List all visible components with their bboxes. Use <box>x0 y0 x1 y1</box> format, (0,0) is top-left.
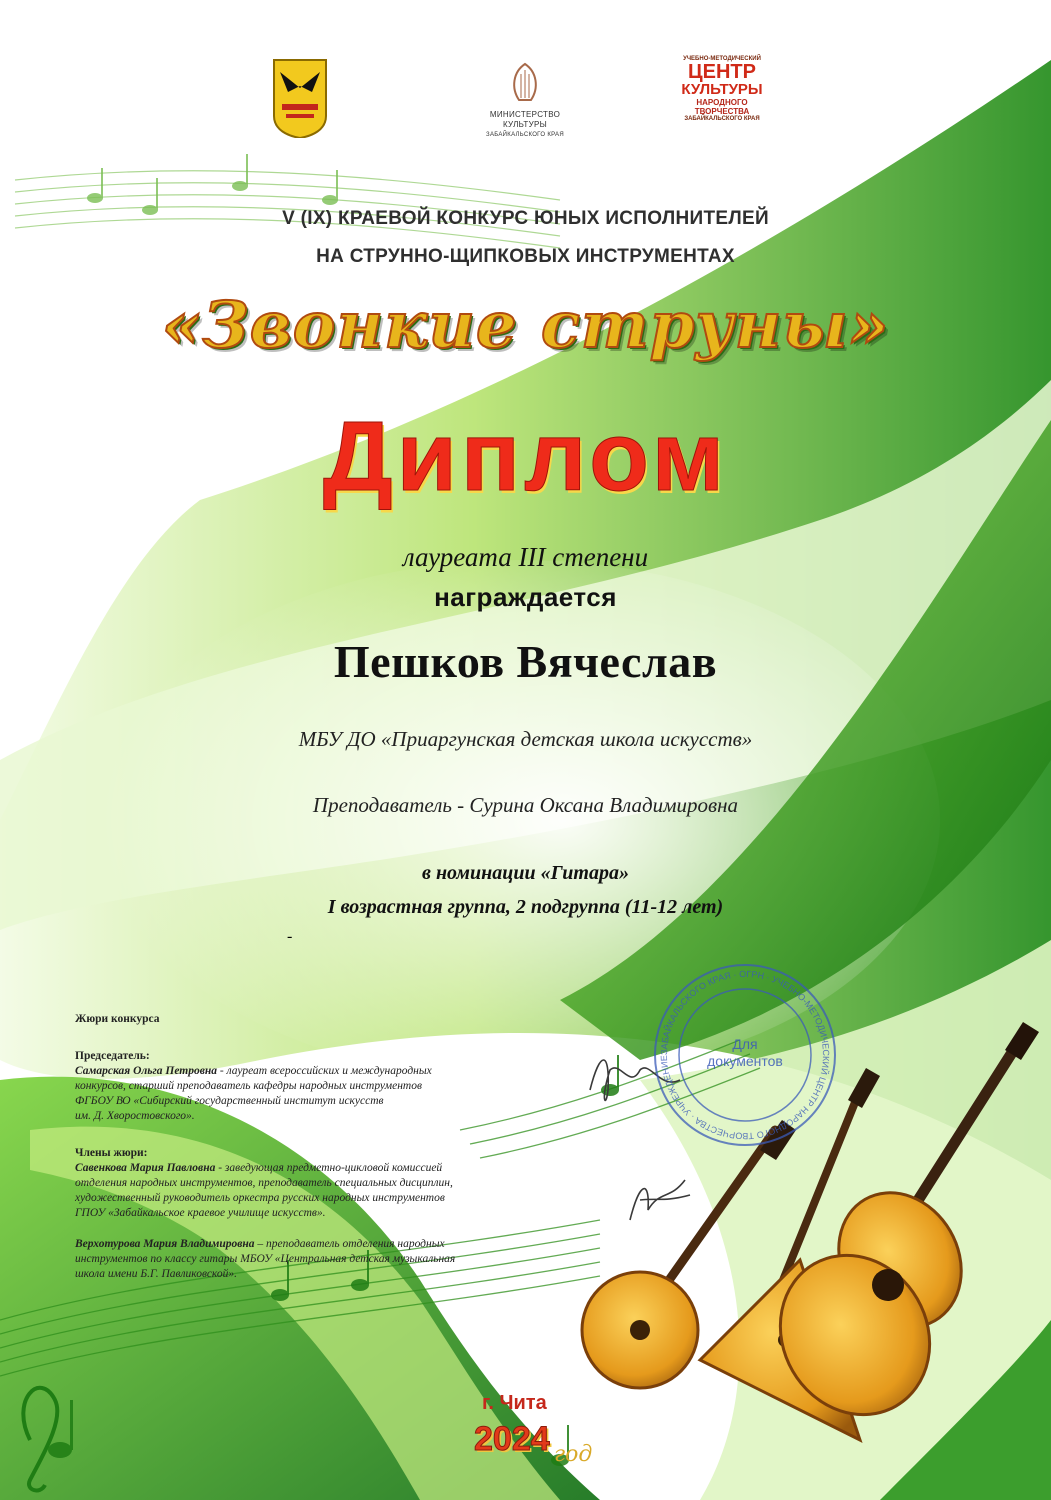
city: г. Чита <box>482 1392 547 1414</box>
nomination: в номинации «Гитара» <box>422 862 629 884</box>
stamp-ring-text: ЗАБАЙКАЛЬСКОГО КРАЯ · ОГРН · УЧЕБНО-МЕТОДИЧЕСКИЙ ЦЕНТР НАРОДНОГО ТВОРЧЕСТВА · УЧРЕЖДЕНИЕ <box>658 968 832 1142</box>
official-stamp <box>650 960 840 1150</box>
chair-entry <box>75 1064 595 1124</box>
contest-name: «Звонкие струны» <box>161 288 890 363</box>
member1-name: Савенкова Мария Павловна <box>75 1162 216 1174</box>
stamp-center-line1: Для <box>732 1036 758 1052</box>
chair-desc-1: - лауреат всероссийских и международных <box>217 1065 432 1077</box>
ministry-caption-line1: МИНИСТЕРСТВО <box>489 110 561 119</box>
jury-section <box>75 1012 595 1282</box>
center-logo-mid2: ТВОРЧЕСТВА <box>694 107 750 116</box>
member1-desc-3: художественный руководитель оркестра русских народных инструментов <box>75 1192 445 1204</box>
diploma-title: Диплом <box>322 401 729 511</box>
member2-entry <box>75 1237 595 1282</box>
year-suffix: год <box>554 1442 593 1467</box>
chair-desc-3: ФГБОУ ВО «Сибирский государственный институт искусств <box>75 1095 384 1107</box>
contest-title-line1: V (IX) КРАЕВОЙ КОНКУРС ЮНЫХ ИСПОЛНИТЕЛЕЙ <box>282 208 769 229</box>
member1-entry <box>75 1161 595 1221</box>
school-name: МБУ ДО «Приаргунская детская школа искусств» <box>298 727 753 751</box>
laureate-degree: лауреата III степени <box>402 542 649 572</box>
member1-desc-2: отделения народных инструментов, преподаватель специальных дисциплин, <box>75 1177 453 1189</box>
age-group: I возрастная группа, 2 подгруппа (11-12 лет) <box>327 896 724 918</box>
chair-desc-2: конкурсов, старший преподаватель кафедры народных инструментов <box>75 1080 422 1092</box>
jury-heading: Жюри конкурса <box>75 1013 160 1025</box>
year: 2024 <box>474 1420 550 1458</box>
ministry-caption-line3: ЗАБАЙКАЛЬСКОГО КРАЯ <box>486 132 564 138</box>
chair-heading: Председатель: <box>75 1050 150 1062</box>
member2-desc-2: инструментов по классу гитары МБОУ «Центральная детская музыкальная <box>75 1253 456 1265</box>
member2-desc-3: школа имени Б.Г. Павликовской». <box>75 1268 237 1280</box>
teacher-name: Преподаватель - Сурина Оксана Владимировна <box>312 793 739 817</box>
member1-desc-1: - заведующая предметно-цикловой комиссией <box>215 1162 443 1174</box>
members-heading: Члены жюри: <box>75 1147 148 1159</box>
ministry-logo <box>475 58 575 148</box>
stamp-center-line2: документов <box>707 1053 783 1069</box>
member1-desc-4: ГПОУ «Забайкальское краевое училище искусств». <box>75 1207 326 1219</box>
member2-name: Верхотурова Мария Владимировна <box>75 1238 255 1250</box>
center-logo <box>676 56 768 140</box>
winner-name: Пешков Вячеслав <box>333 636 718 687</box>
center-logo-mid1: НАРОДНОГО <box>696 98 748 107</box>
center-logo-word1: ЦЕНТР <box>688 61 756 83</box>
chair-desc-4: им. Д. Хворостовского». <box>75 1110 195 1122</box>
contest-title-line2: НА СТРУННО-ЩИПКОВЫХ ИНСТРУМЕНТАХ <box>316 246 735 267</box>
awarded-label: награждается <box>434 582 617 612</box>
member2-desc-1: – преподаватель отделения народных <box>254 1238 445 1250</box>
coat-of-arms-logo <box>272 58 328 138</box>
center-logo-word2: КУЛЬТУРЫ <box>681 81 763 98</box>
member-signature <box>630 1180 690 1220</box>
chair-name: Самарская Ольга Петровна <box>75 1065 218 1077</box>
center-logo-top: УЧЕБНО-МЕТОДИЧЕСКИЙ <box>683 56 761 62</box>
ministry-caption-line2: КУЛЬТУРЫ <box>502 120 548 129</box>
lyre-icon <box>475 58 575 108</box>
center-logo-bottom: ЗАБАЙКАЛЬСКОГО КРАЯ <box>684 116 760 122</box>
dash-mark: - <box>287 928 293 945</box>
